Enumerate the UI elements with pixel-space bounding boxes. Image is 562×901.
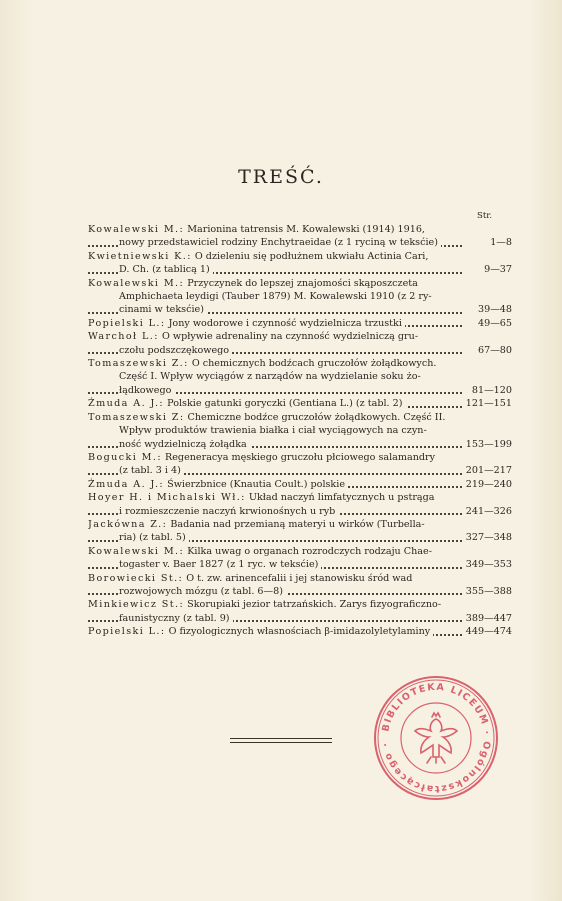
- toc-title-text: D. Ch. (z tablicą 1): [119, 264, 210, 276]
- toc-title-text: togaster v. Baer 1827 (z 1 ryc. w teksćie): [119, 559, 319, 571]
- toc-title-text: Jony wodorowe i czynność wydzielnicza trzustki: [168, 317, 402, 329]
- toc-author: Minkiewicz St.:: [88, 599, 185, 611]
- toc-entry-line: [88, 397, 512, 410]
- toc-author: Żmuda A. J.:: [88, 398, 165, 410]
- toc-author: Kwietniewski K.:: [88, 250, 192, 262]
- toc-title-text: O t. zw. arinencefalii i jej stanowisku śród wad: [186, 572, 413, 584]
- toc-entry: [88, 357, 512, 397]
- toc-author: Tomaszewski Z:: [88, 411, 185, 423]
- toc-entry: [88, 518, 512, 545]
- toc-entry-line: [88, 250, 512, 263]
- toc-page-range: 355—388: [462, 585, 512, 598]
- library-stamp: [371, 673, 501, 803]
- toc-author: Kowalewski M.:: [88, 277, 185, 289]
- toc-page-range: 9—37: [480, 263, 512, 276]
- toc-entry-line: [88, 518, 512, 531]
- toc-entry: [88, 223, 512, 250]
- toc-page-range: 327—348: [462, 531, 512, 544]
- toc-entry-line: [88, 478, 512, 491]
- page-column-header: Str.: [477, 211, 493, 221]
- toc-page-range: 449—474: [462, 625, 512, 638]
- toc-title-text: Chemiczne bodźce gruczołów żołądkowych. Część II.: [187, 411, 446, 423]
- toc-entry-line: [88, 438, 512, 451]
- toc-entry-line: [88, 357, 512, 370]
- toc-title-text: ność wydzielniczą żołądka: [119, 438, 247, 450]
- toc-title-text: i rozmieszczenie naczyń krwionośnych u ryb: [119, 505, 336, 517]
- toc-entry-line: [88, 572, 512, 585]
- toc-title-text: nowy przedstawiciel rodziny Enchytraeidae (z 1 ryciną w teksćie): [119, 237, 438, 249]
- toc-entry-line: [88, 585, 512, 598]
- toc-author: Kowalewski M.:: [88, 224, 185, 235]
- toc-entry-line: [88, 558, 512, 571]
- toc-entry: [88, 491, 512, 518]
- toc-title-text: Amphichaeta leydigi (Tauber 1879) M. Kowalewski 1910 (z 2 ry-: [119, 291, 432, 303]
- toc-page-range: 349—353: [462, 558, 512, 571]
- toc-title-text: (z tabl. 3 i 4): [119, 465, 181, 477]
- toc-entry-line: [88, 370, 512, 383]
- toc-entry-line: [88, 277, 512, 290]
- stamp-lettering: BIBLIOTEKA LICEUM · Ogólnokształcącego ·: [380, 681, 493, 795]
- toc-page-range: 81—120: [468, 384, 512, 397]
- toc-author: Warchoł L.:: [88, 331, 159, 343]
- table-of-contents: [88, 223, 512, 639]
- toc-entry-line: [88, 317, 512, 330]
- toc-author: Tomaszewski Z.:: [88, 358, 189, 370]
- toc-entry-line: [88, 236, 512, 249]
- toc-title-text: Marionina tatrensis M. Kowalewski (1914) 1916,: [187, 224, 425, 235]
- toc-entry: [88, 598, 512, 625]
- toc-entry-line: [88, 411, 512, 424]
- toc-entry-line: [88, 612, 512, 625]
- toc-author: Hoyer H. i Michalski Wł.:: [88, 492, 246, 504]
- toc-entry-line: [88, 545, 512, 558]
- toc-entry: [88, 451, 512, 478]
- toc-entry: [88, 625, 512, 638]
- toc-entry-line: [88, 625, 512, 638]
- toc-title-text: czołu podszczękowego: [119, 344, 230, 356]
- toc-title-text: O dzieleniu się podłużnem ukwiału Actinia Cari,: [194, 250, 429, 262]
- toc-page-range: 121—151: [462, 397, 512, 410]
- toc-title-text: O fizyologicznych własnościach β-imidazolyletylaminy: [168, 626, 431, 638]
- toc-author: Popielski L.:: [88, 626, 166, 638]
- toc-author: Kowalewski M.:: [88, 545, 185, 557]
- toc-title-text: Układ naczyń limfatycznych u pstrąga: [248, 492, 435, 504]
- toc-title-text: ria) (z tabl. 5): [119, 532, 186, 544]
- toc-title-text: Kilka uwag o organach rozrodczych rodzaju Chae-: [187, 545, 432, 557]
- toc-entry-line: [88, 290, 512, 303]
- toc-title-text: faunistyczny (z tabl. 9): [119, 612, 230, 624]
- toc-title-text: Świerzbnice (Knautia Coult.) polskie: [167, 478, 345, 490]
- toc-title-text: Skorupiaki jezior tatrzańskich. Zarys fizyograficzno-: [187, 599, 442, 611]
- svg-text:BIBLIOTEKA LICEUM · Ogólnokszt: [380, 682, 492, 794]
- toc-entry-line: [88, 223, 512, 236]
- toc-page-range: 219—240: [462, 478, 512, 491]
- toc-entry: [88, 277, 512, 317]
- toc-author: Bogucki M.:: [88, 451, 162, 463]
- toc-title-text: Polskie gatunki goryczki (Gentiana L.) (z tabl. 2): [167, 398, 403, 410]
- toc-author: Jackówna Z.:: [88, 518, 168, 530]
- toc-entry-line: [88, 464, 512, 477]
- toc-title-text: Badania nad przemianą materyi u wirków (Turbella-: [170, 518, 425, 530]
- toc-title-text: Przyczynek do lepszej znajomości skąposzczeta: [187, 277, 418, 289]
- toc-entry-line: [88, 531, 512, 544]
- toc-page-range: 49—65: [474, 317, 512, 330]
- toc-title-text: rozwojowych mózgu (z tabl. 6—8): [119, 585, 283, 597]
- toc-entry: [88, 545, 512, 572]
- eagle-emblem-icon: [415, 713, 457, 763]
- toc-entry-line: [88, 598, 512, 611]
- toc-entry: [88, 572, 512, 599]
- toc-page-range: 241—326: [462, 505, 512, 518]
- toc-title-text: Wpływ produktów trawienia białka i ciał wyciągowych na czyn-: [119, 425, 427, 437]
- toc-entry: [88, 250, 512, 277]
- toc-page-range: 389—447: [462, 612, 512, 625]
- page-title: TREŚĆ.: [238, 166, 324, 188]
- toc-entry: [88, 330, 512, 357]
- toc-entry-line: [88, 505, 512, 518]
- toc-title-text: O chemicznych bodźcach gruczołów żołądkowych.: [191, 358, 437, 370]
- toc-title-text: O wpływie adrenaliny na czynność wydzielniczą gru-: [161, 331, 419, 343]
- toc-author: Żmuda A. J.:: [88, 478, 165, 490]
- toc-author: Borowiecki St.:: [88, 572, 184, 584]
- toc-entry-line: [88, 424, 512, 437]
- toc-page-range: 39—48: [474, 303, 512, 316]
- toc-entry: [88, 397, 512, 410]
- toc-entry-line: [88, 451, 512, 464]
- toc-title-text: cinami w teksćie): [119, 304, 204, 316]
- double-rule-divider: [230, 738, 332, 743]
- toc-entry-line: [88, 344, 512, 357]
- toc-entry: [88, 317, 512, 330]
- toc-title-text: Regeneracya męskiego gruczołu płciowego salamandry: [165, 451, 436, 463]
- toc-page-range: 1—8: [486, 236, 512, 249]
- toc-entry-line: [88, 330, 512, 343]
- toc-entry-line: [88, 263, 512, 276]
- toc-author: Popielski L.:: [88, 317, 166, 329]
- toc-title-text: łądkowego: [119, 384, 172, 396]
- toc-entry-line: [88, 384, 512, 397]
- toc-title-text: Część I. Wpływ wyciągów z narządów na wydzielanie soku żo-: [119, 371, 421, 383]
- toc-entry-line: [88, 303, 512, 316]
- toc-page-range: 201—217: [462, 464, 512, 477]
- toc-entry: [88, 478, 512, 491]
- toc-entry: [88, 411, 512, 451]
- toc-entry-line: [88, 491, 512, 504]
- toc-page-range: 153—199: [462, 438, 512, 451]
- toc-page-range: 67—80: [474, 344, 512, 357]
